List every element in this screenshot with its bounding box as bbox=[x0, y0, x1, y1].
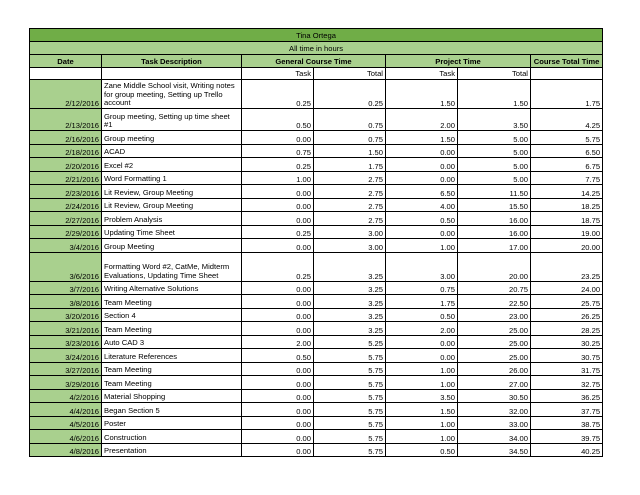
cell-course-total[interactable]: 20.00 bbox=[531, 239, 603, 253]
cell-general-task[interactable]: 0.00 bbox=[242, 308, 314, 322]
cell-task-description[interactable]: Began Section 5 bbox=[102, 403, 242, 417]
cell-course-total[interactable]: 14.25 bbox=[531, 185, 603, 199]
cell-project-total[interactable]: 23.00 bbox=[458, 308, 531, 322]
cell-project-task[interactable]: 0.00 bbox=[386, 349, 458, 363]
cell-task-description[interactable]: Writing Alternative Solutions bbox=[102, 281, 242, 295]
cell-date[interactable]: 4/4/2016 bbox=[30, 403, 102, 417]
table-row bbox=[30, 212, 603, 226]
cell-project-total[interactable]: 16.00 bbox=[458, 212, 531, 226]
sheet-title[interactable]: Tina Ortega bbox=[30, 29, 603, 42]
cell-project-task[interactable]: 0.50 bbox=[386, 308, 458, 322]
cell-date[interactable]: 2/29/2016 bbox=[30, 225, 102, 239]
cell-course-total[interactable]: 4.25 bbox=[531, 109, 603, 131]
cell-general-task[interactable]: 0.00 bbox=[242, 295, 314, 309]
cell-project-total[interactable]: 11.50 bbox=[458, 185, 531, 199]
cell-general-total[interactable]: 2.75 bbox=[314, 185, 386, 199]
table-row bbox=[30, 144, 603, 158]
cell-project-total[interactable]: 5.00 bbox=[458, 171, 531, 185]
cell-project-total[interactable]: 25.00 bbox=[458, 335, 531, 349]
cell-task-description[interactable]: Material Shopping bbox=[102, 389, 242, 403]
table-row bbox=[30, 252, 603, 281]
cell-general-total[interactable]: 3.00 bbox=[314, 239, 386, 253]
cell-general-total[interactable]: 5.75 bbox=[314, 403, 386, 417]
cell-general-task[interactable]: 0.00 bbox=[242, 198, 314, 212]
table-row bbox=[30, 171, 603, 185]
cell-date[interactable]: 2/21/2016 bbox=[30, 171, 102, 185]
cell-date[interactable]: 4/8/2016 bbox=[30, 443, 102, 457]
subheader-general-total[interactable]: Total bbox=[314, 68, 386, 80]
cell-course-total[interactable]: 39.75 bbox=[531, 430, 603, 444]
table-row bbox=[30, 80, 603, 109]
cell-course-total[interactable]: 1.75 bbox=[531, 80, 603, 109]
cell-date[interactable]: 3/23/2016 bbox=[30, 335, 102, 349]
table-row bbox=[30, 131, 603, 145]
cell-project-total[interactable]: 33.00 bbox=[458, 416, 531, 430]
cell-task-description[interactable]: Team Meeting bbox=[102, 295, 242, 309]
cell-general-total[interactable]: 5.75 bbox=[314, 362, 386, 376]
cell-course-total[interactable]: 23.25 bbox=[531, 252, 603, 281]
subheader-project-task[interactable]: Task bbox=[386, 68, 458, 80]
subheader-total-blank[interactable] bbox=[531, 68, 603, 80]
cell-project-task[interactable]: 1.00 bbox=[386, 239, 458, 253]
cell-general-total[interactable]: 5.75 bbox=[314, 376, 386, 390]
table-row bbox=[30, 376, 603, 390]
cell-general-total[interactable]: 5.75 bbox=[314, 389, 386, 403]
cell-project-task[interactable]: 0.75 bbox=[386, 281, 458, 295]
cell-project-task[interactable]: 0.00 bbox=[386, 225, 458, 239]
cell-date[interactable]: 3/6/2016 bbox=[30, 252, 102, 281]
cell-date[interactable]: 4/2/2016 bbox=[30, 389, 102, 403]
cell-general-total[interactable]: 3.25 bbox=[314, 281, 386, 295]
cell-course-total[interactable]: 18.25 bbox=[531, 198, 603, 212]
cell-project-task[interactable]: 1.75 bbox=[386, 295, 458, 309]
cell-task-description[interactable]: Excel #2 bbox=[102, 158, 242, 172]
table-row bbox=[30, 443, 603, 457]
cell-course-total[interactable]: 36.25 bbox=[531, 389, 603, 403]
cell-general-total[interactable]: 0.75 bbox=[314, 131, 386, 145]
cell-general-task[interactable]: 1.00 bbox=[242, 171, 314, 185]
cell-general-task[interactable]: 0.00 bbox=[242, 376, 314, 390]
cell-general-task[interactable]: 0.25 bbox=[242, 225, 314, 239]
cell-date[interactable]: 3/21/2016 bbox=[30, 322, 102, 336]
cell-project-task[interactable]: 3.50 bbox=[386, 389, 458, 403]
cell-date[interactable]: 3/27/2016 bbox=[30, 362, 102, 376]
cell-task-description[interactable]: ACAD bbox=[102, 144, 242, 158]
cell-date[interactable]: 2/18/2016 bbox=[30, 144, 102, 158]
table-row bbox=[30, 281, 603, 295]
subheader-desc-blank[interactable] bbox=[102, 68, 242, 80]
subheader-project-total[interactable]: Total bbox=[458, 68, 531, 80]
cell-general-total[interactable]: 2.75 bbox=[314, 212, 386, 226]
cell-project-total[interactable]: 16.00 bbox=[458, 225, 531, 239]
cell-task-description[interactable]: Word Formatting 1 bbox=[102, 171, 242, 185]
cell-general-task[interactable]: 0.00 bbox=[242, 430, 314, 444]
cell-general-total[interactable]: 3.25 bbox=[314, 322, 386, 336]
cell-project-total[interactable]: 26.00 bbox=[458, 362, 531, 376]
sheet-subtitle[interactable]: All time in hours bbox=[30, 42, 603, 55]
cell-course-total[interactable]: 30.75 bbox=[531, 349, 603, 363]
cell-project-task[interactable]: 0.50 bbox=[386, 443, 458, 457]
cell-course-total[interactable]: 38.75 bbox=[531, 416, 603, 430]
cell-project-task[interactable]: 0.00 bbox=[386, 171, 458, 185]
cell-task-description[interactable]: Formatting Word #2, CatMe, Midterm Evaluations, Updating Time Sheet bbox=[102, 252, 242, 281]
cell-general-task[interactable]: 0.25 bbox=[242, 80, 314, 109]
cell-date[interactable]: 3/7/2016 bbox=[30, 281, 102, 295]
cell-date[interactable]: 2/24/2016 bbox=[30, 198, 102, 212]
cell-general-total[interactable]: 5.75 bbox=[314, 416, 386, 430]
table-row bbox=[30, 335, 603, 349]
cell-course-total[interactable]: 19.00 bbox=[531, 225, 603, 239]
cell-task-description[interactable]: Group meeting, Setting up time sheet #1 bbox=[102, 109, 242, 131]
cell-general-total[interactable]: 2.75 bbox=[314, 198, 386, 212]
cell-general-task[interactable]: 0.00 bbox=[242, 403, 314, 417]
cell-general-task[interactable]: 0.00 bbox=[242, 443, 314, 457]
table-row bbox=[30, 109, 603, 131]
cell-task-description[interactable]: Problem Analysis bbox=[102, 212, 242, 226]
cell-general-task[interactable]: 0.50 bbox=[242, 109, 314, 131]
cell-general-task[interactable]: 0.75 bbox=[242, 144, 314, 158]
cell-general-total[interactable]: 5.75 bbox=[314, 443, 386, 457]
table-row bbox=[30, 198, 603, 212]
cell-date[interactable]: 2/20/2016 bbox=[30, 158, 102, 172]
cell-task-description[interactable]: Updating Time Sheet bbox=[102, 225, 242, 239]
cell-general-task[interactable]: 2.00 bbox=[242, 335, 314, 349]
cell-general-total[interactable]: 3.25 bbox=[314, 308, 386, 322]
cell-course-total[interactable]: 7.75 bbox=[531, 171, 603, 185]
cell-general-task[interactable]: 0.00 bbox=[242, 389, 314, 403]
cell-course-total[interactable]: 25.75 bbox=[531, 295, 603, 309]
header-course-total-time[interactable]: Course Total Time bbox=[531, 55, 603, 68]
table-row bbox=[30, 295, 603, 309]
cell-date[interactable]: 3/29/2016 bbox=[30, 376, 102, 390]
cell-project-task[interactable]: 4.00 bbox=[386, 198, 458, 212]
table-row bbox=[30, 225, 603, 239]
header-project-time[interactable]: Project Time bbox=[386, 55, 531, 68]
cell-project-task[interactable]: 1.00 bbox=[386, 416, 458, 430]
cell-project-total[interactable]: 1.50 bbox=[458, 80, 531, 109]
cell-project-task[interactable]: 1.50 bbox=[386, 131, 458, 145]
cell-general-total[interactable]: 5.75 bbox=[314, 349, 386, 363]
cell-project-total[interactable]: 3.50 bbox=[458, 109, 531, 131]
cell-task-description[interactable]: Zane Middle School visit, Writing notes for group meeting, Setting up Trello account bbox=[102, 80, 242, 109]
cell-project-task[interactable]: 2.00 bbox=[386, 322, 458, 336]
cell-project-total[interactable]: 5.00 bbox=[458, 158, 531, 172]
cell-general-task[interactable]: 0.00 bbox=[242, 131, 314, 145]
cell-project-task[interactable]: 3.00 bbox=[386, 252, 458, 281]
cell-date[interactable]: 2/13/2016 bbox=[30, 109, 102, 131]
table-row bbox=[30, 403, 603, 417]
cell-project-total[interactable]: 15.50 bbox=[458, 198, 531, 212]
cell-course-total[interactable]: 32.75 bbox=[531, 376, 603, 390]
cell-project-task[interactable]: 0.50 bbox=[386, 212, 458, 226]
cell-project-task[interactable]: 1.00 bbox=[386, 430, 458, 444]
cell-date[interactable]: 3/4/2016 bbox=[30, 239, 102, 253]
cell-course-total[interactable]: 6.75 bbox=[531, 158, 603, 172]
cell-project-total[interactable]: 25.00 bbox=[458, 322, 531, 336]
cell-general-total[interactable]: 0.25 bbox=[314, 80, 386, 109]
table-row bbox=[30, 430, 603, 444]
subheader-general-task[interactable]: Task bbox=[242, 68, 314, 80]
cell-course-total[interactable]: 5.75 bbox=[531, 131, 603, 145]
cell-course-total[interactable]: 6.50 bbox=[531, 144, 603, 158]
cell-project-task[interactable]: 1.00 bbox=[386, 362, 458, 376]
cell-task-description[interactable]: Lit Review, Group Meeting bbox=[102, 198, 242, 212]
cell-date[interactable]: 2/12/2016 bbox=[30, 80, 102, 109]
table-row bbox=[30, 239, 603, 253]
table-row bbox=[30, 308, 603, 322]
cell-general-total[interactable]: 0.75 bbox=[314, 109, 386, 131]
cell-date[interactable]: 2/23/2016 bbox=[30, 185, 102, 199]
table-row bbox=[30, 158, 603, 172]
cell-task-description[interactable]: Team Meeting bbox=[102, 376, 242, 390]
cell-general-total[interactable]: 5.25 bbox=[314, 335, 386, 349]
cell-general-task[interactable]: 0.00 bbox=[242, 281, 314, 295]
cell-general-task[interactable]: 0.00 bbox=[242, 362, 314, 376]
cell-project-task[interactable]: 1.50 bbox=[386, 80, 458, 109]
cell-project-total[interactable]: 34.00 bbox=[458, 430, 531, 444]
cell-general-total[interactable]: 1.50 bbox=[314, 144, 386, 158]
cell-project-task[interactable]: 0.00 bbox=[386, 158, 458, 172]
cell-general-total[interactable]: 3.00 bbox=[314, 225, 386, 239]
cell-general-total[interactable]: 2.75 bbox=[314, 171, 386, 185]
subheader-date-blank[interactable] bbox=[30, 68, 102, 80]
cell-project-task[interactable]: 2.00 bbox=[386, 109, 458, 131]
cell-task-description[interactable]: Group meeting bbox=[102, 131, 242, 145]
cell-task-description[interactable]: Auto CAD 3 bbox=[102, 335, 242, 349]
cell-date[interactable]: 2/16/2016 bbox=[30, 131, 102, 145]
cell-general-total[interactable]: 5.75 bbox=[314, 430, 386, 444]
table-row bbox=[30, 416, 603, 430]
cell-project-total[interactable]: 20.75 bbox=[458, 281, 531, 295]
cell-date[interactable]: 4/6/2016 bbox=[30, 430, 102, 444]
cell-project-task[interactable]: 6.50 bbox=[386, 185, 458, 199]
cell-project-total[interactable]: 32.00 bbox=[458, 403, 531, 417]
cell-project-total[interactable]: 5.00 bbox=[458, 131, 531, 145]
cell-task-description[interactable]: Team Meeting bbox=[102, 362, 242, 376]
cell-project-task[interactable]: 1.00 bbox=[386, 376, 458, 390]
cell-general-task[interactable]: 0.00 bbox=[242, 322, 314, 336]
cell-course-total[interactable]: 24.00 bbox=[531, 281, 603, 295]
cell-project-total[interactable]: 5.00 bbox=[458, 144, 531, 158]
cell-task-description[interactable]: Group Meeting bbox=[102, 239, 242, 253]
header-date[interactable]: Date bbox=[30, 55, 102, 68]
table-row bbox=[30, 362, 603, 376]
cell-general-total[interactable]: 3.25 bbox=[314, 295, 386, 309]
cell-task-description[interactable]: Lit Review, Group Meeting bbox=[102, 185, 242, 199]
cell-date[interactable]: 2/27/2016 bbox=[30, 212, 102, 226]
cell-date[interactable]: 3/20/2016 bbox=[30, 308, 102, 322]
header-general-course-time[interactable]: General Course Time bbox=[242, 55, 386, 68]
cell-general-task[interactable]: 0.25 bbox=[242, 158, 314, 172]
table-row bbox=[30, 322, 603, 336]
header-task-description[interactable]: Task Description bbox=[102, 55, 242, 68]
cell-project-total[interactable]: 27.00 bbox=[458, 376, 531, 390]
cell-course-total[interactable]: 31.75 bbox=[531, 362, 603, 376]
cell-project-task[interactable]: 1.50 bbox=[386, 403, 458, 417]
cell-task-description[interactable]: Presentation bbox=[102, 443, 242, 457]
cell-general-total[interactable]: 1.75 bbox=[314, 158, 386, 172]
table-row bbox=[30, 185, 603, 199]
cell-course-total[interactable]: 37.75 bbox=[531, 403, 603, 417]
cell-project-total[interactable]: 17.00 bbox=[458, 239, 531, 253]
cell-task-description[interactable]: Poster bbox=[102, 416, 242, 430]
cell-task-description[interactable]: Construction bbox=[102, 430, 242, 444]
cell-project-total[interactable]: 34.50 bbox=[458, 443, 531, 457]
cell-course-total[interactable]: 30.25 bbox=[531, 335, 603, 349]
cell-general-task[interactable]: 0.25 bbox=[242, 252, 314, 281]
cell-task-description[interactable]: Section 4 bbox=[102, 308, 242, 322]
table-row bbox=[30, 389, 603, 403]
cell-general-total[interactable]: 3.25 bbox=[314, 252, 386, 281]
cell-date[interactable]: 4/5/2016 bbox=[30, 416, 102, 430]
cell-project-total[interactable]: 20.00 bbox=[458, 252, 531, 281]
cell-project-total[interactable]: 22.50 bbox=[458, 295, 531, 309]
timesheet-table bbox=[29, 28, 603, 457]
cell-course-total[interactable]: 40.25 bbox=[531, 443, 603, 457]
cell-project-task[interactable]: 0.00 bbox=[386, 335, 458, 349]
cell-date[interactable]: 3/8/2016 bbox=[30, 295, 102, 309]
cell-course-total[interactable]: 18.75 bbox=[531, 212, 603, 226]
cell-task-description[interactable]: Literature References bbox=[102, 349, 242, 363]
cell-course-total[interactable]: 26.25 bbox=[531, 308, 603, 322]
cell-general-task[interactable]: 0.00 bbox=[242, 416, 314, 430]
table-row bbox=[30, 349, 603, 363]
cell-general-task[interactable]: 0.50 bbox=[242, 349, 314, 363]
cell-project-total[interactable]: 30.50 bbox=[458, 389, 531, 403]
cell-general-task[interactable]: 0.00 bbox=[242, 212, 314, 226]
cell-project-task[interactable]: 0.00 bbox=[386, 144, 458, 158]
cell-project-total[interactable]: 25.00 bbox=[458, 349, 531, 363]
cell-date[interactable]: 3/24/2016 bbox=[30, 349, 102, 363]
cell-general-task[interactable]: 0.00 bbox=[242, 239, 314, 253]
cell-general-task[interactable]: 0.00 bbox=[242, 185, 314, 199]
cell-task-description[interactable]: Team Meeting bbox=[102, 322, 242, 336]
cell-course-total[interactable]: 28.25 bbox=[531, 322, 603, 336]
